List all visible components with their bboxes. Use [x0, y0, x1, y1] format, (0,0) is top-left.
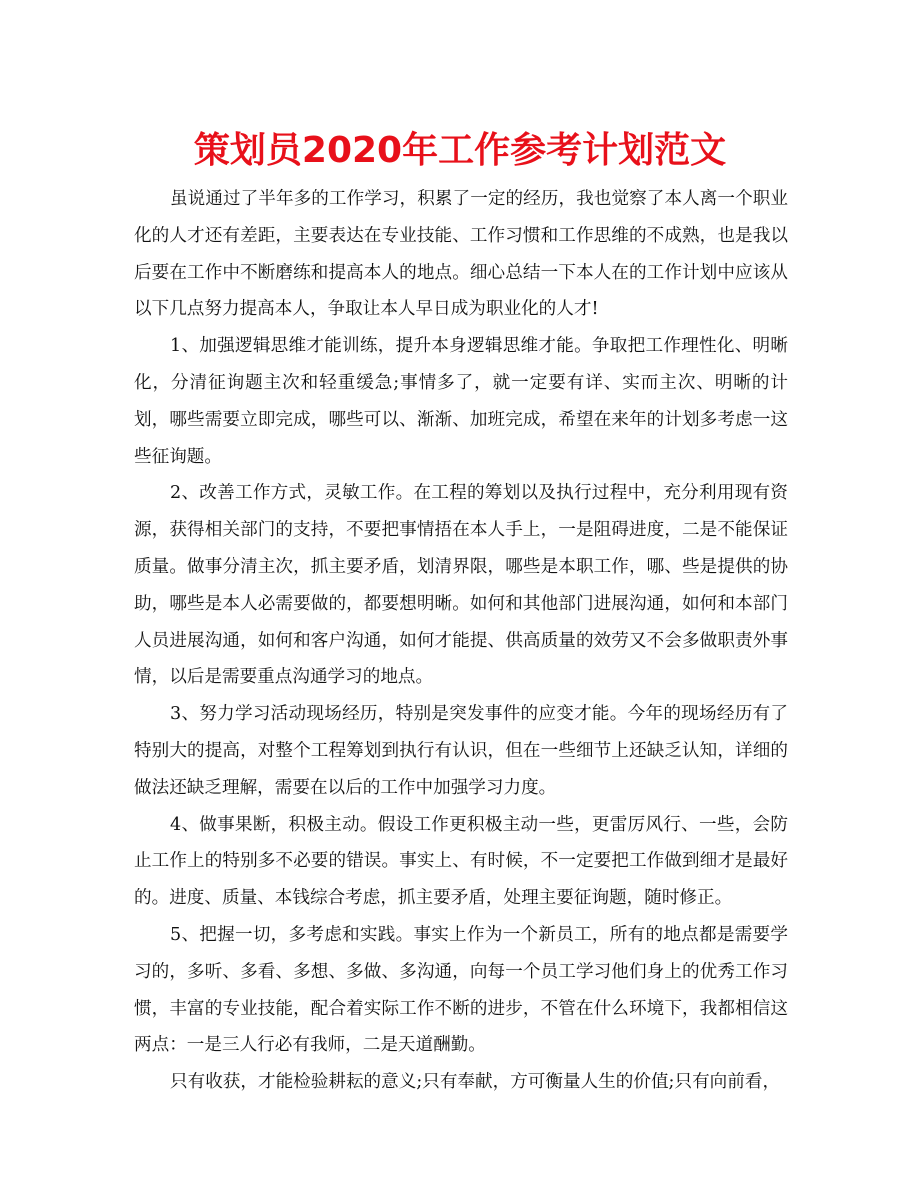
paragraph-item-3: 3、努力学习活动现场经历，特别是突发事件的应变才能。今年的现场经历有了特别大的提高，对整个工程筹划到执行有认识，但在一些细节上还缺乏认知，详细的做法还缺乏理解，需要在以后的工作中加强学习力度。	[134, 704, 788, 798]
paragraph-item-5: 5、把握一切，多考虑和实践。事实上作为一个新员工，所有的地点都是需要学习的，多听、多看、多想、多做、多沟通，向每一个员工学习他们身上的优秀工作习惯，丰富的专业技能，配合着实际工作不断的进步，不管在什么环境下，我都相信这两点：一是三人行必有我师，二是天道酬勤。	[134, 924, 788, 1056]
paragraph-item-2: 2、改善工作方式，灵敏工作。在工程的筹划以及执行过程中，充分利用现有资源，获得相关部门的支持，不要把事情捂在本人手上，一是阻碍进度，二是不能保证质量。做事分清主次，抓主要矛盾，划清界限，哪些是本职工作，哪、些是提供的协助，哪些是本人必需要做的，都要想明晰。如何和其他部门进展沟通，如何和本部门人员进展沟通，如何和客户沟通，如何才能提、供高质量的效劳又不会多做职责外事情，以后是需要重点沟通学习的地点。	[134, 483, 788, 688]
document-title: 策划员2020年工作参考计划范文	[193, 130, 727, 171]
paragraph-closing: 只有收获，才能检验耕耘的意义;只有奉献，方可衡量人生的价值;只有向前看，	[170, 1072, 781, 1093]
document-body	[134, 181, 788, 1101]
paragraph-item-4: 4、做事果断，积极主动。假设工作更积极主动一些，更雷厉风行、一些，会防止工作上的特别多不必要的错误。事实上、有时候，不一定要把工作做到细才是最好的。进度、质量、本钱综合考虑，抓主要矛盾，处理主要征询题，随时修正。	[134, 814, 788, 909]
paragraph-intro: 虽说通过了半年多的工作学习，积累了一定的经历，我也觉察了本人离一个职业化的人才还有差距，主要表达在专业技能、工作习惯和工作思维的不成熟，也是我以后要在工作中不断磨练和提高本人的地点。细心总结一下本人在的工作计划中应该从以下几点努力提高本人，争取让本人早日成为职业化的人才!	[134, 189, 788, 320]
paragraph-item-1: 1、加强逻辑思维才能训练，提升本身逻辑思维才能。争取把工作理性化、明晰化，分清征询题主次和轻重缓急;事情多了，就一定要有详、实而主次、明晰的计划，哪些需要立即完成，哪些可以、渐渐、加班完成，希望在来年的计划多考虑一这些征询题。	[134, 336, 788, 467]
